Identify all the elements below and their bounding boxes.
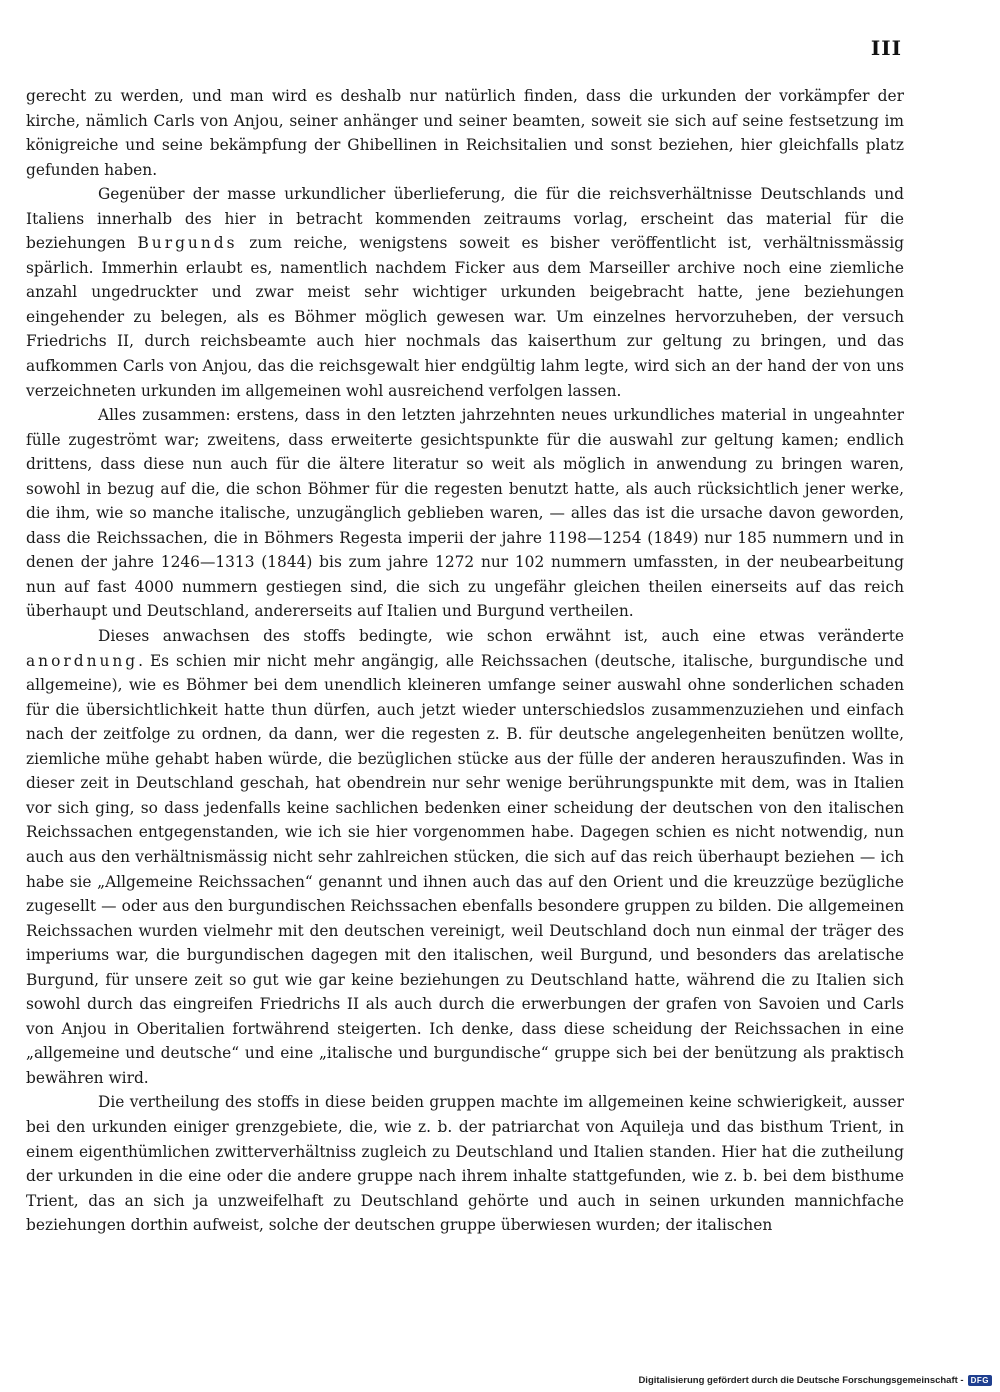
paragraph-3 [26,403,904,624]
digitization-credit [638,1375,992,1386]
body-text [26,84,904,1238]
paragraph-4-text-b: . Es schien mir nicht mehr angängig, alle Reichssachen (deutsche, italische, burgundische und allgemeine), wie es Böhmer bei dem unendlich kleineren umfange seiner auswahl ohne sonderlichen schaden für die übersichtlichkeit hatte thun dürfen, auch jetzt wieder unterschiedslos zusammenzuziehen und einfach nach der zeitfolge zu ordnen, da dann, wer die regesten z. B. für deutsche angelegenheiten benützen wollte, ziemliche mühe gehabt haben würde, die bezüglichen stücke aus der fülle der anderen herauszufinden. Was in dieser zeit in Deutschland geschah, hat obendrein nur sehr wenige berührungspunkte mit dem, was in Italien vor sich ging, so dass jedenfalls keine sachlichen bedenken einer scheidung der deutschen von den italischen Reichssachen entgegenstanden, wie ich sie hier vorgenommen habe. Dagegen schien es nicht notwendig, nun auch aus den verhältnismässig nicht sehr zahlreichen stücken, die sich auf das reich überhaupt beziehen — ich habe sie „Allgemeine Reichssachen“ genannt und ihnen auch das auf den Orient und die kreuzzüge bezügliche zugesellt — oder aus den burgundischen Reichssachen ebenfalls besondere gruppen zu bilden. Die allgemeinen Reichssachen wurden vielmehr mit den deutschen vereinigt, weil Deutschland doch nun einmal der träger des imperiums war, die burgundischen dagegen mit den italischen, weil Burgund, und besonders das arelatische Burgund, für unsere zeit so gut wie gar keine beziehungen zu Deutschland hatte, während die zu Italien sich sowohl durch das eingreifen Friedrichs II als auch durch die erwerbungen der grafen von Savoien und Carls von Anjou in Oberitalien fortwährend steigerten. Ich denke, dass diese scheidung der Reichssachen in eine „allgemeine und deutsche“ und eine „italische und burgundische“ gruppe sich bei der benützung als praktisch bewähren wird. [26,651,904,1087]
paragraph-4 [26,624,904,1090]
credit-text: Digitalisierung gefördert durch die Deutsche Forschungsgemeinschaft - [638,1375,964,1386]
dfg-logo: DFG [968,1375,992,1386]
paragraph-5 [26,1090,904,1237]
paragraph-3-text: Alles zusammen: erstens, dass in den letzten jahrzehnten neues urkundliches material in ungeahnter fülle zugeströmt war; zweitens, dass erweiterte gesichtspunkte für die auswahl zur geltung kamen; endlich drittens, dass diese nun auch für die ältere literatur so weit als möglich in anwendung zu bringen waren, sowohl in bezug auf die, die schon Böhmer für die regesten benutzt hatte, als auch rücksichtlich jener werke, die ihm, wie so manche italische, unzugänglich geblieben waren, — alles das ist die ursache davon geworden, dass die Reichssachen, die in Böhmers Regesta imperii der jahre 1198—1254 (1849) nur 185 nummern und in denen der jahre 1246—1313 (1844) bis zum jahre 1272 nur 102 nummern umfassten, in der neubearbeitung nun auf fast 4000 nummern gestiegen sind, die sich zu ungefähr gleichen theilen einerseits auf das reich überhaupt und Deutschland, andererseits auf Italien und Burgund vertheilen. [26,406,904,621]
paragraph-2-text-b: zum reiche, wenigstens soweit es bisher veröffentlicht ist, verhältnissmässig spärlich. Immerhin erlaubt es, namentlich nachdem Ficker aus dem Marseiller archive noch eine ziemliche anzahl ungedruckter und zwar meist sehr wichtiger urkunden beigebracht hatte, jene beziehungen eingehender zu belegen, als es Böhmer möglich gewesen war. Um einzelnes hervorzuheben, der versuch Friedrichs II, durch reichsbeamte auch hier nochmals das kaiserthum zur geltung zu bringen, und das aufkommen Carls von Anjou, das die reichsgewalt hier endgültig lahm legte, wird sich an der hand der von uns verzeichneten urkunden im allgemeinen wohl ausreichend verfolgen lassen. [26,234,904,400]
paragraph-4-emphasis: anordnung [26,651,139,670]
paragraph-5-text: Die vertheilung des stoffs in diese beiden gruppen machte im allgemeinen keine schwierigkeit, ausser bei den urkunden einiger grenzgebiete, die, wie z. b. der patriarchat von Aquileja und das bisthum Trient, in einem eigenthümlichen zwitterverhältniss zugleich zu Deutschland und Italien standen. Hier hat die zutheilung der urkunden in die eine oder die andere gruppe nach ihrem inhalte stattgefunden, wie z. b. bei dem bisthume Trient, das an sich ja unzweifelhaft zu Deutschland gehörte und auch in seinen urkunden mannichfache beziehungen dorthin aufweist, solche der deutschen gruppe überwiesen wurden; der italischen [26,1093,904,1235]
paragraph-4-text-a: Dieses anwachsen des stoffs bedingte, wie schon erwähnt ist, auch eine etwas veränderte [98,627,904,646]
paragraph-2 [26,182,904,403]
page-number: III [870,36,902,60]
paragraph-2-emphasis: Burgunds [137,234,238,253]
paragraph-2-text-a: Gegenüber der masse urkundlicher überlieferung, die für die reichsverhältnisse Deutschlands und Italiens innerhalb des hier in betracht kommenden zeitraums vorlag, erscheint das material für die beziehungen [26,185,904,253]
paragraph-1-text: gerecht zu werden, und man wird es deshalb nur natürlich finden, dass die urkunden der vorkämpfer der kirche, nämlich Carls von Anjou, seiner anhänger und seiner beamten, soweit sie sich auf seine festsetzung im königreiche und seine bekämpfung der Ghibellinen in Reichsitalien und sonst beziehen, hier gleichfalls platz gefunden haben. [26,87,904,179]
paragraph-1 [26,84,904,182]
